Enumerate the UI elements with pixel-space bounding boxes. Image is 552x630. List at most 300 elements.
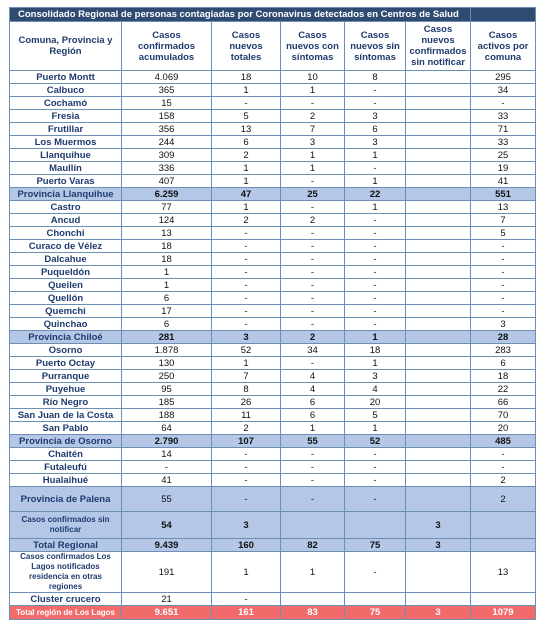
cell-sin-sintomas: - <box>345 266 406 279</box>
cell-con-sintomas: - <box>281 240 345 253</box>
cell-row-name: Dalcahue <box>10 253 122 266</box>
cell-activos: 283 <box>471 344 536 357</box>
cell-activos: 20 <box>471 422 536 435</box>
table-row <box>10 253 536 266</box>
cell-row-name: Los Muermos <box>10 136 122 149</box>
cell-sin-sintomas: 5 <box>345 409 406 422</box>
cell-con-sintomas: 83 <box>281 606 345 620</box>
header-acumulados: Casos confirmados acumulados <box>122 22 212 71</box>
cell-sin-notificar <box>406 331 471 344</box>
cell-sin-sintomas: 3 <box>345 110 406 123</box>
cell-activos: 18 <box>471 370 536 383</box>
cell-sin-sintomas: 1 <box>345 175 406 188</box>
cell-nuevos-totales: - <box>212 318 281 331</box>
cell-sin-sintomas: - <box>345 97 406 110</box>
cell-acumulados: 54 <box>122 512 212 539</box>
table-row <box>10 110 536 123</box>
cell-nuevos-totales: 8 <box>212 383 281 396</box>
table-row-prov <box>10 188 536 201</box>
cell-activos: - <box>471 292 536 305</box>
cell-acumulados: 130 <box>122 357 212 370</box>
cell-con-sintomas <box>281 593 345 606</box>
header-activos: Casos activos por comuna <box>471 22 536 71</box>
cell-activos: 34 <box>471 84 536 97</box>
cell-row-name: Purranque <box>10 370 122 383</box>
cell-sin-notificar <box>406 123 471 136</box>
cell-nuevos-totales: - <box>212 97 281 110</box>
table-row <box>10 318 536 331</box>
cell-sin-notificar <box>406 188 471 201</box>
cell-row-name: Total región de Los Lagos <box>10 606 122 620</box>
cell-row-name: Cluster crucero <box>10 593 122 606</box>
cell-con-sintomas: 55 <box>281 435 345 448</box>
cell-sin-sintomas: - <box>345 487 406 512</box>
cell-sin-sintomas: 3 <box>345 370 406 383</box>
cell-sin-notificar <box>406 383 471 396</box>
cell-con-sintomas: 4 <box>281 383 345 396</box>
cell-sin-sintomas: 20 <box>345 396 406 409</box>
cell-acumulados: 407 <box>122 175 212 188</box>
cell-nuevos-totales: 5 <box>212 110 281 123</box>
cell-sin-notificar <box>406 227 471 240</box>
cell-nuevos-totales: 107 <box>212 435 281 448</box>
cell-con-sintomas: - <box>281 175 345 188</box>
cell-acumulados: 6.259 <box>122 188 212 201</box>
cell-nuevos-totales: 1 <box>212 162 281 175</box>
cell-sin-notificar <box>406 593 471 606</box>
table-row <box>10 305 536 318</box>
cell-con-sintomas: 1 <box>281 84 345 97</box>
cell-row-name: Frutillar <box>10 123 122 136</box>
cell-con-sintomas: 34 <box>281 344 345 357</box>
cell-row-name: Osorno <box>10 344 122 357</box>
cell-nuevos-totales: 2 <box>212 214 281 227</box>
cell-nuevos-totales: - <box>212 474 281 487</box>
cell-sin-notificar <box>406 435 471 448</box>
table-row <box>10 71 536 84</box>
cell-activos: 551 <box>471 188 536 201</box>
cell-sin-notificar: 3 <box>406 606 471 620</box>
cell-nuevos-totales: 26 <box>212 396 281 409</box>
cell-sin-sintomas: - <box>345 292 406 305</box>
cell-row-name: San Juan de la Costa <box>10 409 122 422</box>
table-row <box>10 357 536 370</box>
header-row <box>10 22 536 71</box>
cell-activos: - <box>471 461 536 474</box>
cell-sin-notificar <box>406 201 471 214</box>
cell-row-name: Quemchi <box>10 305 122 318</box>
cell-row-name: Maullín <box>10 162 122 175</box>
cell-row-name: Fresia <box>10 110 122 123</box>
cell-acumulados: 17 <box>122 305 212 318</box>
cell-activos: 28 <box>471 331 536 344</box>
cell-con-sintomas: 2 <box>281 214 345 227</box>
cell-activos: 22 <box>471 383 536 396</box>
cell-activos: 2 <box>471 487 536 512</box>
cell-sin-sintomas: 1 <box>345 149 406 162</box>
cell-con-sintomas: - <box>281 292 345 305</box>
cell-nuevos-totales: 161 <box>212 606 281 620</box>
cell-activos: 70 <box>471 409 536 422</box>
cell-sin-sintomas: 22 <box>345 188 406 201</box>
cell-sin-sintomas: 8 <box>345 71 406 84</box>
cell-sin-sintomas <box>345 593 406 606</box>
cell-activos: - <box>471 240 536 253</box>
cell-sin-notificar <box>406 292 471 305</box>
table-row <box>10 136 536 149</box>
cell-acumulados: - <box>122 461 212 474</box>
cell-acumulados: 250 <box>122 370 212 383</box>
table-row-final <box>10 606 536 620</box>
cell-row-name: Provincia de Osorno <box>10 435 122 448</box>
cell-sin-notificar <box>406 461 471 474</box>
cell-con-sintomas: - <box>281 318 345 331</box>
cell-nuevos-totales: - <box>212 240 281 253</box>
cell-acumulados: 4.069 <box>122 71 212 84</box>
cell-con-sintomas: 1 <box>281 422 345 435</box>
cell-row-name: Chonchi <box>10 227 122 240</box>
cell-acumulados: 95 <box>122 383 212 396</box>
table-row <box>10 292 536 305</box>
cell-sin-notificar <box>406 279 471 292</box>
cell-nuevos-totales: - <box>212 461 281 474</box>
cell-con-sintomas: - <box>281 97 345 110</box>
cell-sin-notificar <box>406 409 471 422</box>
cell-sin-sintomas: - <box>345 227 406 240</box>
cell-activos: 33 <box>471 136 536 149</box>
table-row <box>10 123 536 136</box>
cell-sin-sintomas: 75 <box>345 539 406 552</box>
cell-sin-sintomas: - <box>345 305 406 318</box>
cell-sin-notificar <box>406 110 471 123</box>
cell-acumulados: 365 <box>122 84 212 97</box>
table-row <box>10 240 536 253</box>
table-row <box>10 97 536 110</box>
table-row <box>10 266 536 279</box>
cell-nuevos-totales: - <box>212 227 281 240</box>
cell-sin-notificar <box>406 253 471 266</box>
cell-con-sintomas: - <box>281 227 345 240</box>
cell-row-name: Casos confirmados sin notificar <box>10 512 122 539</box>
cell-con-sintomas: - <box>281 474 345 487</box>
cell-nuevos-totales: - <box>212 279 281 292</box>
cell-row-name: Puqueldón <box>10 266 122 279</box>
cell-activos: - <box>471 279 536 292</box>
header-con-sintomas: Casos nuevos con síntomas <box>281 22 345 71</box>
cell-nuevos-totales: 18 <box>212 71 281 84</box>
cell-acumulados: 9.651 <box>122 606 212 620</box>
cell-sin-sintomas: 6 <box>345 123 406 136</box>
cell-con-sintomas: 3 <box>281 136 345 149</box>
cell-activos <box>471 539 536 552</box>
cell-row-name: Curaco de Vélez <box>10 240 122 253</box>
cell-activos: 6 <box>471 357 536 370</box>
cell-sin-sintomas: - <box>345 318 406 331</box>
cell-sin-sintomas: - <box>345 253 406 266</box>
cell-acumulados: 9.439 <box>122 539 212 552</box>
cell-acumulados: 18 <box>122 253 212 266</box>
cell-acumulados: 6 <box>122 292 212 305</box>
table-row-total <box>10 539 536 552</box>
cell-acumulados: 191 <box>122 552 212 593</box>
cell-sin-sintomas: 1 <box>345 201 406 214</box>
cell-acumulados: 21 <box>122 593 212 606</box>
cell-acumulados: 1.878 <box>122 344 212 357</box>
table-row-prov <box>10 331 536 344</box>
cell-acumulados: 185 <box>122 396 212 409</box>
table-row <box>10 149 536 162</box>
cell-acumulados: 244 <box>122 136 212 149</box>
cell-acumulados: 18 <box>122 240 212 253</box>
cell-nuevos-totales: - <box>212 253 281 266</box>
cell-activos: - <box>471 97 536 110</box>
cell-row-name: Quellón <box>10 292 122 305</box>
cell-sin-sintomas: - <box>345 162 406 175</box>
table-row <box>10 422 536 435</box>
cell-sin-sintomas: 1 <box>345 357 406 370</box>
cell-activos: 13 <box>471 201 536 214</box>
cell-sin-notificar <box>406 149 471 162</box>
cell-acumulados: 77 <box>122 201 212 214</box>
cell-row-name: Calbuco <box>10 84 122 97</box>
cell-activos: 13 <box>471 552 536 593</box>
cell-row-name: Hualaihué <box>10 474 122 487</box>
cell-row-name: Río Negro <box>10 396 122 409</box>
cell-sin-notificar: 3 <box>406 512 471 539</box>
cell-acumulados: 356 <box>122 123 212 136</box>
cell-acumulados: 64 <box>122 422 212 435</box>
cell-nuevos-totales: - <box>212 448 281 461</box>
cell-row-name: Puerto Varas <box>10 175 122 188</box>
cell-sin-sintomas <box>345 512 406 539</box>
table-title: Consolidado Regional de personas contagiadas por Coronavirus detectados en Centros de Salud <box>10 8 471 22</box>
cell-sin-notificar <box>406 344 471 357</box>
cell-nuevos-totales: 2 <box>212 149 281 162</box>
cell-activos <box>471 512 536 539</box>
cell-activos: 33 <box>471 110 536 123</box>
cell-sin-notificar <box>406 474 471 487</box>
cell-nuevos-totales: - <box>212 593 281 606</box>
cell-con-sintomas: - <box>281 266 345 279</box>
table-row-prov <box>10 435 536 448</box>
cell-row-name: Quinchao <box>10 318 122 331</box>
cell-sin-notificar <box>406 97 471 110</box>
cell-activos: - <box>471 448 536 461</box>
cell-con-sintomas: - <box>281 253 345 266</box>
cell-sin-notificar <box>406 175 471 188</box>
cell-row-name: Total Regional <box>10 539 122 552</box>
cell-nuevos-totales: - <box>212 292 281 305</box>
cell-row-name: Cochamó <box>10 97 122 110</box>
cell-row-name: Casos confirmados Los Lagos notificados residencia en otras regiones <box>10 552 122 593</box>
table-row <box>10 474 536 487</box>
cell-activos: 71 <box>471 123 536 136</box>
cell-con-sintomas: 1 <box>281 162 345 175</box>
cell-acumulados: 41 <box>122 474 212 487</box>
cell-acumulados: 124 <box>122 214 212 227</box>
table-row <box>10 461 536 474</box>
cell-sin-sintomas: 1 <box>345 331 406 344</box>
cell-activos: 66 <box>471 396 536 409</box>
cell-sin-notificar <box>406 487 471 512</box>
cell-nuevos-totales: 3 <box>212 331 281 344</box>
cell-con-sintomas: 25 <box>281 188 345 201</box>
cell-sin-notificar <box>406 318 471 331</box>
cell-acumulados: 281 <box>122 331 212 344</box>
cell-acumulados: 336 <box>122 162 212 175</box>
cell-sin-sintomas: 4 <box>345 383 406 396</box>
cell-activos: 295 <box>471 71 536 84</box>
cell-row-name: Provincia de Palena <box>10 487 122 512</box>
cell-acumulados: 158 <box>122 110 212 123</box>
cell-con-sintomas: 2 <box>281 110 345 123</box>
cell-sin-notificar <box>406 422 471 435</box>
cell-activos: 7 <box>471 214 536 227</box>
cell-con-sintomas: 6 <box>281 396 345 409</box>
cell-con-sintomas: - <box>281 357 345 370</box>
cell-row-name: San Pablo <box>10 422 122 435</box>
cell-activos: - <box>471 266 536 279</box>
cell-con-sintomas: 2 <box>281 331 345 344</box>
table-row <box>10 448 536 461</box>
cell-sin-notificar <box>406 357 471 370</box>
cell-sin-sintomas: - <box>345 448 406 461</box>
cell-activos: 19 <box>471 162 536 175</box>
cell-row-name: Provincia Chiloé <box>10 331 122 344</box>
table-row <box>10 175 536 188</box>
table-row <box>10 84 536 97</box>
cell-nuevos-totales: 11 <box>212 409 281 422</box>
cell-con-sintomas: 4 <box>281 370 345 383</box>
cell-sin-notificar <box>406 162 471 175</box>
cell-con-sintomas: - <box>281 305 345 318</box>
title-row <box>10 8 536 22</box>
table-row <box>10 214 536 227</box>
table-row <box>10 344 536 357</box>
cell-sin-sintomas: 75 <box>345 606 406 620</box>
cell-con-sintomas: - <box>281 448 345 461</box>
table-row <box>10 279 536 292</box>
cell-nuevos-totales: - <box>212 305 281 318</box>
cell-activos: 2 <box>471 474 536 487</box>
cell-sin-sintomas: - <box>345 552 406 593</box>
cell-row-name: Castro <box>10 201 122 214</box>
table-row <box>10 396 536 409</box>
cell-nuevos-totales: 1 <box>212 357 281 370</box>
cell-acumulados: 6 <box>122 318 212 331</box>
cell-activos: 5 <box>471 227 536 240</box>
cell-sin-sintomas: 1 <box>345 422 406 435</box>
cell-row-name: Chaitén <box>10 448 122 461</box>
table-row <box>10 593 536 606</box>
cell-nuevos-totales: 3 <box>212 512 281 539</box>
cell-con-sintomas: - <box>281 461 345 474</box>
cell-con-sintomas: - <box>281 201 345 214</box>
cell-sin-notificar <box>406 214 471 227</box>
header-sin-sintomas: Casos nuevos sin síntomas <box>345 22 406 71</box>
cell-row-name: Queilen <box>10 279 122 292</box>
cell-nuevos-totales: 6 <box>212 136 281 149</box>
cell-sin-notificar: 3 <box>406 539 471 552</box>
table-row <box>10 201 536 214</box>
header-sin-notificar: Casos nuevos confirmados sin notificar <box>406 22 471 71</box>
cell-con-sintomas: 10 <box>281 71 345 84</box>
cell-sin-notificar <box>406 552 471 593</box>
cell-nuevos-totales: - <box>212 487 281 512</box>
cell-sin-notificar <box>406 136 471 149</box>
table-row <box>10 162 536 175</box>
cell-activos: - <box>471 253 536 266</box>
consolidado-table <box>9 7 536 620</box>
cell-acumulados: 14 <box>122 448 212 461</box>
cell-row-name: Puerto Montt <box>10 71 122 84</box>
cell-sin-sintomas: 3 <box>345 136 406 149</box>
cell-row-name: Llanquihue <box>10 149 122 162</box>
cell-con-sintomas: 6 <box>281 409 345 422</box>
cell-sin-sintomas: - <box>345 474 406 487</box>
table-row <box>10 409 536 422</box>
cell-con-sintomas: 1 <box>281 149 345 162</box>
header-comuna: Comuna, Provincia y Región <box>10 22 122 71</box>
cell-sin-sintomas: - <box>345 279 406 292</box>
cell-row-name: Provincia Llanquihue <box>10 188 122 201</box>
cell-nuevos-totales: 2 <box>212 422 281 435</box>
cell-sin-sintomas: - <box>345 84 406 97</box>
cell-nuevos-totales: 1 <box>212 84 281 97</box>
cell-sin-notificar <box>406 448 471 461</box>
cell-nuevos-totales: 7 <box>212 370 281 383</box>
cell-con-sintomas: 7 <box>281 123 345 136</box>
cell-nuevos-totales: 1 <box>212 552 281 593</box>
cell-acumulados: 1 <box>122 266 212 279</box>
cell-nuevos-totales: 47 <box>212 188 281 201</box>
cell-sin-notificar <box>406 305 471 318</box>
table-row <box>10 370 536 383</box>
cell-con-sintomas: 82 <box>281 539 345 552</box>
cell-con-sintomas <box>281 512 345 539</box>
cell-activos: 25 <box>471 149 536 162</box>
cell-con-sintomas: 1 <box>281 552 345 593</box>
cell-sin-notificar <box>406 240 471 253</box>
covid-consolidado-sheet <box>9 7 535 620</box>
cell-activos: 3 <box>471 318 536 331</box>
cell-row-name: Ancud <box>10 214 122 227</box>
cell-nuevos-totales: 1 <box>212 175 281 188</box>
cell-acumulados: 13 <box>122 227 212 240</box>
title-blank-cell <box>471 8 536 22</box>
cell-con-sintomas: - <box>281 279 345 292</box>
cell-row-name: Puyehue <box>10 383 122 396</box>
cell-sin-sintomas: 18 <box>345 344 406 357</box>
cell-acumulados: 2.790 <box>122 435 212 448</box>
cell-sin-notificar <box>406 71 471 84</box>
cell-activos: 1079 <box>471 606 536 620</box>
cell-activos: 41 <box>471 175 536 188</box>
cell-nuevos-totales: 160 <box>212 539 281 552</box>
table-row <box>10 227 536 240</box>
table-row-sin <box>10 512 536 539</box>
cell-activos <box>471 593 536 606</box>
table-row-res <box>10 552 536 593</box>
cell-row-name: Puerto Octay <box>10 357 122 370</box>
cell-con-sintomas: - <box>281 487 345 512</box>
cell-sin-sintomas: - <box>345 461 406 474</box>
cell-activos: 485 <box>471 435 536 448</box>
cell-sin-sintomas: - <box>345 214 406 227</box>
cell-sin-notificar <box>406 266 471 279</box>
table-row <box>10 383 536 396</box>
cell-nuevos-totales: 13 <box>212 123 281 136</box>
